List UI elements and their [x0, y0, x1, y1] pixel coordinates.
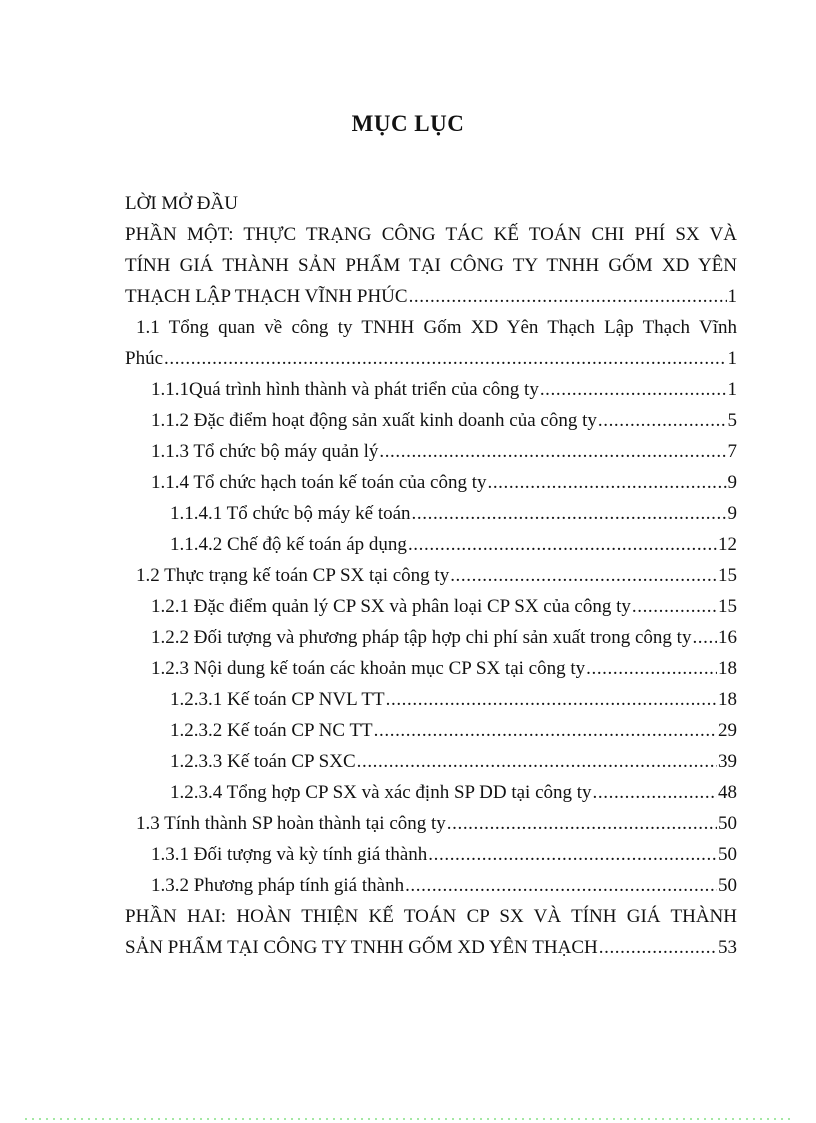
toc-row-text: PHẦN MỘT: THỰC TRẠNG CÔNG TÁC KẾ TOÁN CHI PHÍ SX VÀ	[125, 224, 737, 245]
toc-row-text: 1.2 Thực trạng kế toán CP SX tại công ty	[136, 565, 450, 586]
toc-row-page: 50	[718, 875, 737, 896]
toc-row-page: 50	[718, 844, 737, 865]
toc-row	[125, 715, 737, 746]
toc-row-text: 1.1.1Quá trình hình thành và phát triển của công ty	[151, 379, 539, 400]
dot-leader	[408, 529, 717, 560]
toc-row	[125, 529, 737, 560]
toc-list	[125, 188, 737, 963]
dot-leader	[164, 343, 727, 374]
toc-row-text: 1.2.3 Nội dung kế toán các khoản mục CP SX tại công ty	[151, 658, 586, 679]
toc-row	[125, 746, 737, 777]
toc-row-page: 9	[727, 503, 737, 524]
toc-row-text: 1.2.1 Đặc điểm quản lý CP SX và phân loại CP SX của công ty	[151, 596, 631, 617]
toc-row-page: 16	[718, 627, 737, 648]
toc-row-page: 5	[727, 410, 737, 431]
toc-row-text: 1.2.2 Đối tượng và phương pháp tập hợp chi phí sản xuất trong công ty	[151, 627, 692, 648]
toc-row	[125, 932, 737, 963]
dot-leader	[447, 808, 717, 839]
toc-row-text: 1.1.4.1 Tổ chức bộ máy kế toán	[170, 503, 411, 524]
toc-row-page: 1	[727, 379, 737, 400]
toc-row-text: 1.1.3 Tổ chức bộ máy quản lý	[151, 441, 379, 462]
toc-row-text: 1.2.3.2 Kế toán CP NC TT	[170, 720, 373, 741]
toc-row	[125, 622, 737, 653]
toc-row-text: PHẦN HAI: HOÀN THIỆN KẾ TOÁN CP SX VÀ TÍNH GIÁ THÀNH	[125, 906, 737, 927]
toc-row-page: 15	[718, 565, 737, 586]
toc-row-text: 1.1.4.2 Chế độ kế toán áp dụng	[170, 534, 407, 555]
toc-row-text: TÍNH GIÁ THÀNH SẢN PHẨM TẠI CÔNG TY TNHH GỐM XD YÊN	[125, 255, 737, 276]
toc-row-page: 50	[718, 813, 737, 834]
dot-leader	[487, 467, 726, 498]
dot-leader	[379, 436, 726, 467]
toc-row-text: 1.2.3.4 Tổng hợp CP SX và xác định SP DD tại công ty	[170, 782, 592, 803]
toc-row	[125, 653, 737, 684]
toc-row	[125, 467, 737, 498]
toc-row	[125, 405, 737, 436]
toc-row-text: 1.1.4 Tổ chức hạch toán kế toán của công ty	[151, 472, 487, 493]
toc-row-text: 1.1 Tổng quan về công ty TNHH Gốm XD Yên Thạch Lập Thạch Vĩnh	[136, 317, 737, 338]
toc-row-text: 1.3.1 Đối tượng và kỳ tính giá thành	[151, 844, 428, 865]
dot-leader	[599, 932, 717, 963]
dot-leader	[428, 839, 717, 870]
toc-row	[125, 374, 737, 405]
toc-row	[125, 498, 737, 529]
dot-leader	[412, 498, 727, 529]
dot-leader	[632, 591, 717, 622]
toc-row	[125, 436, 737, 467]
toc-row-text: 1.3 Tính thành SP hoàn thành tại công ty	[136, 813, 446, 834]
toc-row-page: 53	[718, 937, 737, 958]
dot-leader	[540, 374, 727, 405]
toc-row	[125, 777, 737, 808]
toc-row	[125, 343, 737, 374]
toc-row	[125, 870, 737, 901]
toc-row-page: 1	[727, 348, 737, 369]
dot-leader	[692, 622, 717, 653]
dot-leader	[593, 777, 717, 808]
dot-leader	[598, 405, 727, 436]
toc-row-page: 48	[718, 782, 737, 803]
toc-row-text: Phúc	[125, 348, 163, 369]
toc-row-page: 1	[727, 286, 737, 307]
toc-row-page: 15	[718, 596, 737, 617]
dot-leader	[450, 560, 717, 591]
toc-row	[125, 591, 737, 622]
toc-row-text: LỜI MỞ ĐẦU	[125, 193, 238, 214]
page-break-dotted-line	[25, 1118, 795, 1120]
toc-row-page: 12	[718, 534, 737, 555]
toc-row-text: THẠCH LẬP THẠCH VĨNH PHÚC	[125, 286, 408, 307]
toc-row	[125, 250, 737, 281]
toc-row	[125, 312, 737, 343]
toc-row	[125, 560, 737, 591]
dot-leader	[386, 684, 717, 715]
toc-row-text: 1.3.2 Phương pháp tính giá thành	[151, 875, 405, 896]
dot-leader	[374, 715, 717, 746]
dot-leader	[405, 870, 717, 901]
page-title: MỤC LỤC	[351, 111, 465, 136]
toc-row-page: 7	[727, 441, 737, 462]
dot-leader	[586, 653, 717, 684]
toc-row	[125, 901, 737, 932]
toc-row-page: 18	[718, 689, 737, 710]
toc-row-text: SẢN PHẨM TẠI CÔNG TY TNHH GỐM XD YÊN THẠCH	[125, 937, 598, 958]
dot-leader	[357, 746, 717, 777]
toc-row	[125, 839, 737, 870]
toc-row-page: 18	[718, 658, 737, 679]
toc-row	[125, 281, 737, 312]
toc-row	[125, 188, 737, 219]
toc-row	[125, 808, 737, 839]
toc-row-page: 39	[718, 751, 737, 772]
toc-row-text: 1.1.2 Đặc điểm hoạt động sản xuất kinh doanh của công ty	[151, 410, 597, 431]
toc-row-page: 9	[727, 472, 737, 493]
dot-leader	[409, 281, 727, 312]
toc-row	[125, 219, 737, 250]
toc-row-page: 29	[718, 720, 737, 741]
toc-row-text: 1.2.3.1 Kế toán CP NVL TT	[170, 689, 385, 710]
toc-row	[125, 684, 737, 715]
toc-row-text: 1.2.3.3 Kế toán CP SXC	[170, 751, 356, 772]
